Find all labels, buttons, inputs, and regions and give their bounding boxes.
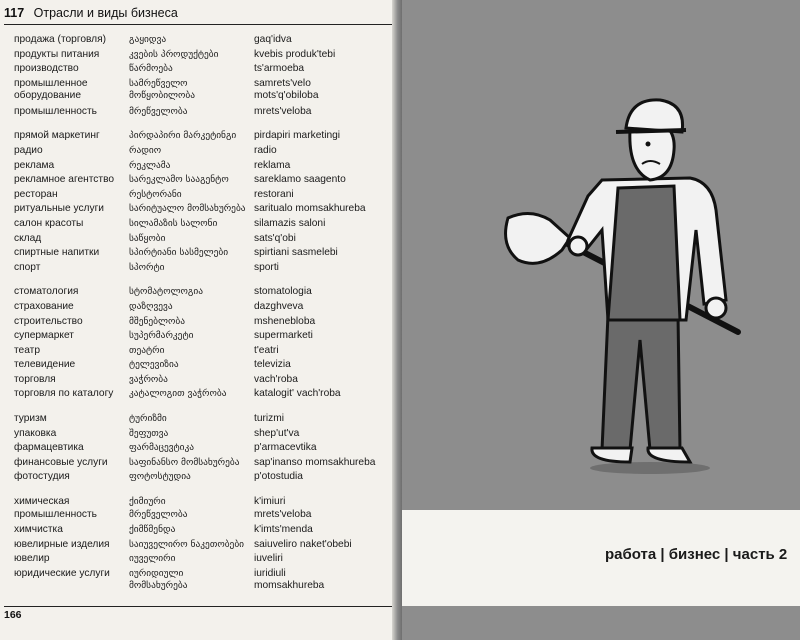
shovel-blade — [506, 213, 570, 263]
russian-term: промышленность — [14, 105, 97, 117]
transliteration: shep'ut'va — [254, 427, 300, 439]
russian-term: фармацевтика — [14, 442, 84, 454]
georgian-term: კატალოგით ვაჭრობა — [129, 388, 227, 400]
transliteration: supermarketi — [254, 330, 313, 342]
georgian-term: რესტორანი — [129, 188, 182, 200]
list-item — [14, 539, 394, 554]
russian-term: продукты питания — [14, 48, 100, 60]
russian-term: торговля — [14, 373, 56, 385]
georgian-term: ტელევიზია — [129, 359, 179, 371]
list-item — [14, 233, 394, 248]
georgian-term: საფინანსო მომსახურება — [129, 456, 240, 468]
georgian-term: მრეწველობა — [129, 105, 188, 117]
transliteration: vach'roba — [254, 373, 298, 385]
footer-page-number: 166 — [4, 609, 22, 621]
russian-term: ресторан — [14, 188, 58, 200]
list-item — [14, 524, 394, 539]
list-item — [14, 388, 394, 403]
russian-term: телевидение — [14, 359, 76, 371]
georgian-term: წარმოება — [129, 63, 173, 75]
russian-term: производство — [14, 63, 79, 75]
transliteration: iuridiuli momsakhureba — [254, 567, 325, 592]
list-item — [14, 316, 394, 331]
left-page — [0, 0, 398, 640]
transliteration: turizmi — [254, 413, 284, 425]
list-item — [14, 457, 394, 472]
russian-term: рекламное агентство — [14, 174, 115, 186]
georgian-term: საიუველირო ნაკეთობები — [129, 538, 245, 550]
transliteration: katalogit' vach'roba — [254, 388, 341, 400]
transliteration: t'eatri — [254, 344, 279, 356]
transliteration: p'armacevtika — [254, 442, 317, 454]
georgian-term: პირდაპირი მარკეტინგი — [129, 130, 237, 142]
list-item — [14, 34, 394, 49]
georgian-term: სამრეწველო მოწყობილობა — [129, 77, 196, 102]
transliteration: restorani — [254, 188, 294, 200]
list-item — [14, 130, 394, 145]
transliteration: k'imts'menda — [254, 524, 313, 536]
list-item — [14, 145, 394, 160]
russian-term: химчистка — [14, 524, 63, 536]
list-item — [14, 203, 394, 218]
georgian-term: სარეკლამო სააგენტო — [129, 174, 229, 186]
list-item — [14, 330, 394, 345]
transliteration: pirdapiri marketingi — [254, 130, 341, 142]
list-item — [14, 568, 394, 596]
georgian-term: სუპერმარკეტი — [129, 330, 194, 342]
russian-term: страхование — [14, 300, 74, 312]
worker-with-shovel-illustration — [490, 70, 780, 490]
georgian-term: ვაჭრობა — [129, 373, 168, 385]
russian-term: строительство — [14, 315, 83, 327]
russian-term: прямой маркетинг — [14, 130, 100, 142]
russian-term: реклама — [14, 159, 55, 171]
russian-term: упаковка — [14, 427, 57, 439]
transliteration: sap'inanso momsakhureba — [254, 456, 376, 468]
transliteration: k'imiuri mrets'veloba — [254, 496, 312, 520]
georgian-term: თეატრი — [129, 344, 165, 356]
right-hand — [706, 298, 726, 318]
russian-term: ювелир — [14, 553, 50, 565]
transliteration: sats'q'obi — [254, 232, 296, 244]
list-item — [14, 345, 394, 360]
list-item — [14, 286, 394, 301]
list-item — [14, 189, 394, 204]
list-item — [14, 218, 394, 233]
russian-term: ритуальные услуги — [14, 203, 104, 215]
georgian-term: საწყობი — [129, 232, 166, 244]
transliteration: radio — [254, 144, 277, 156]
list-item — [14, 301, 394, 316]
transliteration: saritualo momsakhureba — [254, 203, 366, 215]
transliteration: saiuveliro naket'obebi — [254, 538, 352, 550]
list-item — [14, 442, 394, 457]
transliteration: mrets'veloba — [254, 105, 312, 117]
list-item — [14, 247, 394, 262]
russian-term: спиртные напитки — [14, 247, 100, 259]
russian-term: супермаркет — [14, 330, 74, 342]
transliteration: samrets'velo mots'q'obiloba — [254, 77, 319, 102]
russian-term: торговля по каталогу — [14, 388, 114, 400]
list-item — [14, 428, 394, 443]
cap — [626, 100, 683, 132]
list-item — [14, 374, 394, 389]
transliteration: p'otostudia — [254, 471, 303, 483]
transliteration: gaq'idva — [254, 34, 292, 45]
right-shoe — [648, 448, 690, 462]
russian-term: театр — [14, 344, 40, 356]
russian-term: промышленное оборудование — [14, 77, 88, 102]
georgian-term: ქიმიური მრეწველობა — [129, 496, 188, 520]
overall-legs — [602, 315, 680, 450]
transliteration: sporti — [254, 261, 279, 273]
cap-brim — [616, 130, 686, 132]
russian-term: склад — [14, 232, 42, 244]
georgian-term: ფარმაცევტიკა — [129, 442, 195, 454]
eye — [646, 142, 651, 147]
georgian-term: სპორტი — [129, 261, 165, 273]
russian-term: продажа (торговля) — [14, 34, 107, 45]
russian-term: финансовые услуги — [14, 456, 108, 468]
list-item — [14, 471, 394, 486]
transliteration: televizia — [254, 359, 291, 371]
russian-term: туризм — [14, 413, 47, 425]
transliteration: silamazis saloni — [254, 217, 326, 229]
georgian-term: რადიო — [129, 144, 162, 156]
transliteration: spirtiani sasmelebi — [254, 247, 338, 259]
georgian-term: იუველირი — [129, 553, 176, 565]
vocabulary-list — [14, 34, 394, 596]
georgian-term: იურიდიული მომსახურება — [129, 567, 188, 592]
georgian-term: სპირტიანი სასმელები — [129, 247, 229, 259]
georgian-term: ფოტოსტუდია — [129, 471, 191, 483]
russian-term: юридические услуги — [14, 567, 110, 579]
georgian-term: რეკლამა — [129, 159, 171, 171]
transliteration: reklama — [254, 159, 291, 171]
list-item — [14, 160, 394, 175]
georgian-term: ტურიზმი — [129, 413, 167, 425]
transliteration: kvebis produk'tebi — [254, 48, 336, 60]
transliteration: dazghveva — [254, 300, 304, 312]
georgian-term: შეფუთვა — [129, 427, 169, 439]
georgian-term: სარიტუალო მომსახურება — [129, 203, 246, 215]
transliteration: iuveliri — [254, 553, 283, 565]
russian-term: салон красоты — [14, 217, 84, 229]
list-item — [14, 553, 394, 568]
russian-term: радио — [14, 144, 43, 156]
list-item — [14, 174, 394, 189]
list-item — [14, 359, 394, 374]
list-item — [14, 496, 394, 524]
transliteration: stomatologia — [254, 286, 312, 298]
header-title: Отрасли и виды бизнеса — [33, 6, 178, 20]
russian-term: фотостудия — [14, 471, 70, 483]
georgian-term: სილამაზის სალონი — [129, 217, 218, 229]
russian-term: ювелирные изделия — [14, 538, 110, 550]
page-footer — [4, 606, 394, 625]
russian-term: стоматология — [14, 286, 79, 298]
georgian-term: მშენებლობა — [129, 315, 185, 327]
georgian-term: კვების პროდუქტები — [129, 48, 219, 60]
list-item — [14, 49, 394, 64]
page-header — [4, 6, 394, 25]
list-item — [14, 413, 394, 428]
list-item — [14, 262, 394, 277]
overall-bib — [608, 186, 680, 320]
header-page-number: 117 — [4, 6, 25, 20]
list-item — [14, 63, 394, 78]
list-item — [14, 106, 394, 121]
left-shoe — [592, 448, 632, 462]
transliteration: msheneblobа — [254, 315, 316, 327]
georgian-term: გაყიდვა — [129, 34, 167, 45]
russian-term: химическая промышленность — [14, 496, 97, 520]
georgian-term: სტომატოლოგია — [129, 286, 203, 298]
russian-term: спорт — [14, 261, 41, 273]
georgian-term: ქიმწმენდა — [129, 524, 176, 536]
list-item — [14, 78, 394, 106]
transliteration: sareklamo saagento — [254, 174, 346, 186]
shadow — [590, 462, 710, 474]
georgian-term: დაზღვევა — [129, 300, 173, 312]
section-title: работа | бизнес | часть 2 — [605, 546, 788, 563]
left-hand — [569, 237, 587, 255]
transliteration: ts'armoeba — [254, 63, 305, 75]
